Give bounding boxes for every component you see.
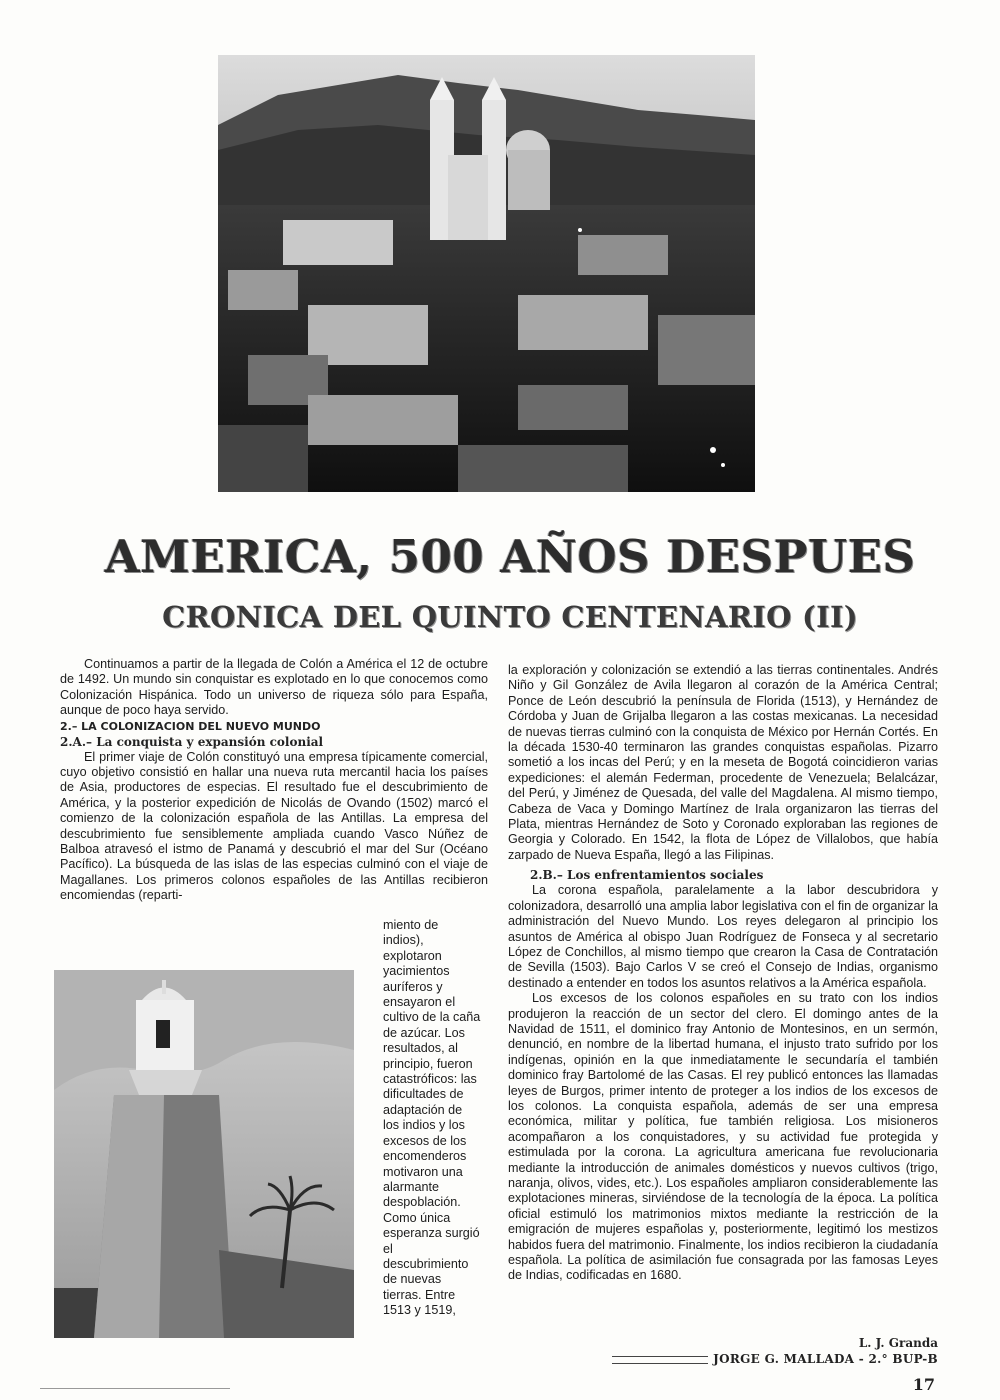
author-credit-1: L. J. Granda bbox=[858, 1336, 938, 1350]
left-column bbox=[60, 657, 488, 904]
section-2a-paragraph: El primer viaje de Colón constituyó una empresa típicamente comercial, cuyo objetivo consistió en hallar una nueva ruta mercantil hacia los países de Asia, productores de especias. El resultado fue el descubrimiento de América, y la posterior expedición de Nicolás de Ovando (1502) marcó el comienzo de la colonización española de las Antillas. La empresa del descubrimiento fue sensiblemente ampliada cuando Vasco Núñez de Balboa atravesó el istmo de Panamá y descubrió el mar del Sur (Océano Pacífico). La búsqueda de las islas de las especias culminó con el viaje de Magallanes. Los primeros colonos españoles de las Antillas recibieron encomiendas (reparti- bbox=[60, 749, 488, 903]
right-paragraph-1: la exploración y colonización se extendió a las tierras continentales. Andrés Niño y Gil González de Avila llegaron al corazón de la América Central; Ponce de León descubrió la península de Florida (1513), y Hernández de Córdoba y Juan de Grijalba llegaron a las costas mexicanas. La necesidad de nuevas tierras culminó con la conquista de México por Hernán Cortés. En la década 1530-40 terminaron las grandes conquistas españolas. Pizarro sometió a los incas del Perú; y en la meseta de Bogotá coincidieron varias expediciones: el alemán Federman, procedente de Venezuela; Belalcázar, del Perú, y Jiménez de Quesada, del valle del Magdalena. Al mismo tiempo, Cabeza de Vaca y Domingo Martínez de Irala organizaron las tierras del Plata, mientras Hernández de Soto y Coronado exploraban las regiones de Georgia y Colorado. En 1542, la flota de López de Villalobos, que había zarpado de Nueva España, llegó a las Filipinas. bbox=[508, 663, 938, 862]
narrow-column: miento de indios), explotaron yacimientos auríferos y ensayaron el cultivo de la caña de azúcar. Los resultados, al principio, fueron catastróficos: las dificultades de adaptación de los indios y los excesos de los encomenderos motivaron una alarmante despoblación. Como única esperanza surgió el descubrimiento de nuevas tierras. Entre 1513 y 1519, bbox=[383, 918, 481, 1318]
town-church-illustration bbox=[218, 55, 755, 492]
article-title: AMERICA, 500 AÑOS DESPUES bbox=[104, 530, 916, 583]
section-2b-paragraph-2: Los excesos de los colonos españoles en su trato con los indios produjeron la reacción de un sector del clero. El domingo antes de la Navidad de 1511, el dominico fray Antonio de Montesinos, en un sermón, denunció, en nombre de la libertad humana, el injusto trato sufrido por los indígenas, opinión en la que inmediatamente le secundaría el también dominico fray Bartolomé de las Casas. El rey publicó entonces las llamadas leyes de Burgos, primer intento de proteger a los indios de los excesos de los colonos. La conquista española, además de ser una empresa económica, militar y política, fue también religiosa. Los misioneros acompañaron a los conquistadores, y su actividad fue protegida y estimulada por la corona. La agricultura americana fue revolucionaria mediante la introducción de animales domésticos y nuevos cultivos (trigo, naranja, olivos, vides, etc.). Los españoles ampliaron considerablemente las explotaciones mineras, sirviéndose de la tecnología de la época. La política oficial estimuló los matrimonios mixtos mediante la restricción de la emigración de mujeres españolas y, posteriormente, legitimó los mestizos habidos fuera del matrimonio. Finalmente, los indios recibieron la ciudadanía española. La política de asimilación fue consagrada por las famosas Leyes de Indias, codificadas en 1680. bbox=[508, 991, 938, 1283]
page-number: 17 bbox=[912, 1375, 935, 1394]
fortress-photo bbox=[54, 970, 354, 1338]
footer-rule bbox=[40, 1388, 230, 1389]
section-2b-paragraph-1: La corona española, paralelamente a la labor descubridora y colonizadora, desarrolló una amplia labor legislativa con el fin de organizar la administración del Nuevo Mundo. Los reyes delegaron al principio los asuntos de América al obispo Juan Rodríguez de Fonseca y al secretario López de Conchillos, al mismo tiempo que crearon la Casa de Contratación de Sevilla (1503). Bajo Carlos V se creó el Consejo de Indias, organismo destinado a entender en todos los asuntos relativos a la América española. bbox=[508, 883, 938, 990]
town-church-photo bbox=[218, 55, 755, 492]
credit-rule bbox=[612, 1356, 708, 1364]
section-2b-heading: 2.B.– Los enfrentamientos sociales bbox=[530, 868, 764, 883]
section-2a-heading: 2.A.– La conquista y expansión colonial bbox=[60, 734, 324, 749]
intro-paragraph: Continuamos a partir de la llegada de Colón a América el 12 de octubre de 1492. Un mundo sin conquistar es explotado en lo que conocemos como Colonización Hispánica. Todo un universo de riqueza sólo para España, aunque de poco haya servido. bbox=[60, 657, 488, 718]
author-credit-2: JORGE G. MALLADA - 2.° BUP-B bbox=[713, 1352, 938, 1366]
fortress-illustration bbox=[54, 970, 354, 1338]
right-column bbox=[508, 663, 938, 1284]
section-2-heading: 2.– LA COLONIZACION DEL NUEVO MUNDO bbox=[60, 719, 321, 733]
article-subtitle: CRONICA DEL QUINTO CENTENARIO (II) bbox=[162, 600, 858, 634]
